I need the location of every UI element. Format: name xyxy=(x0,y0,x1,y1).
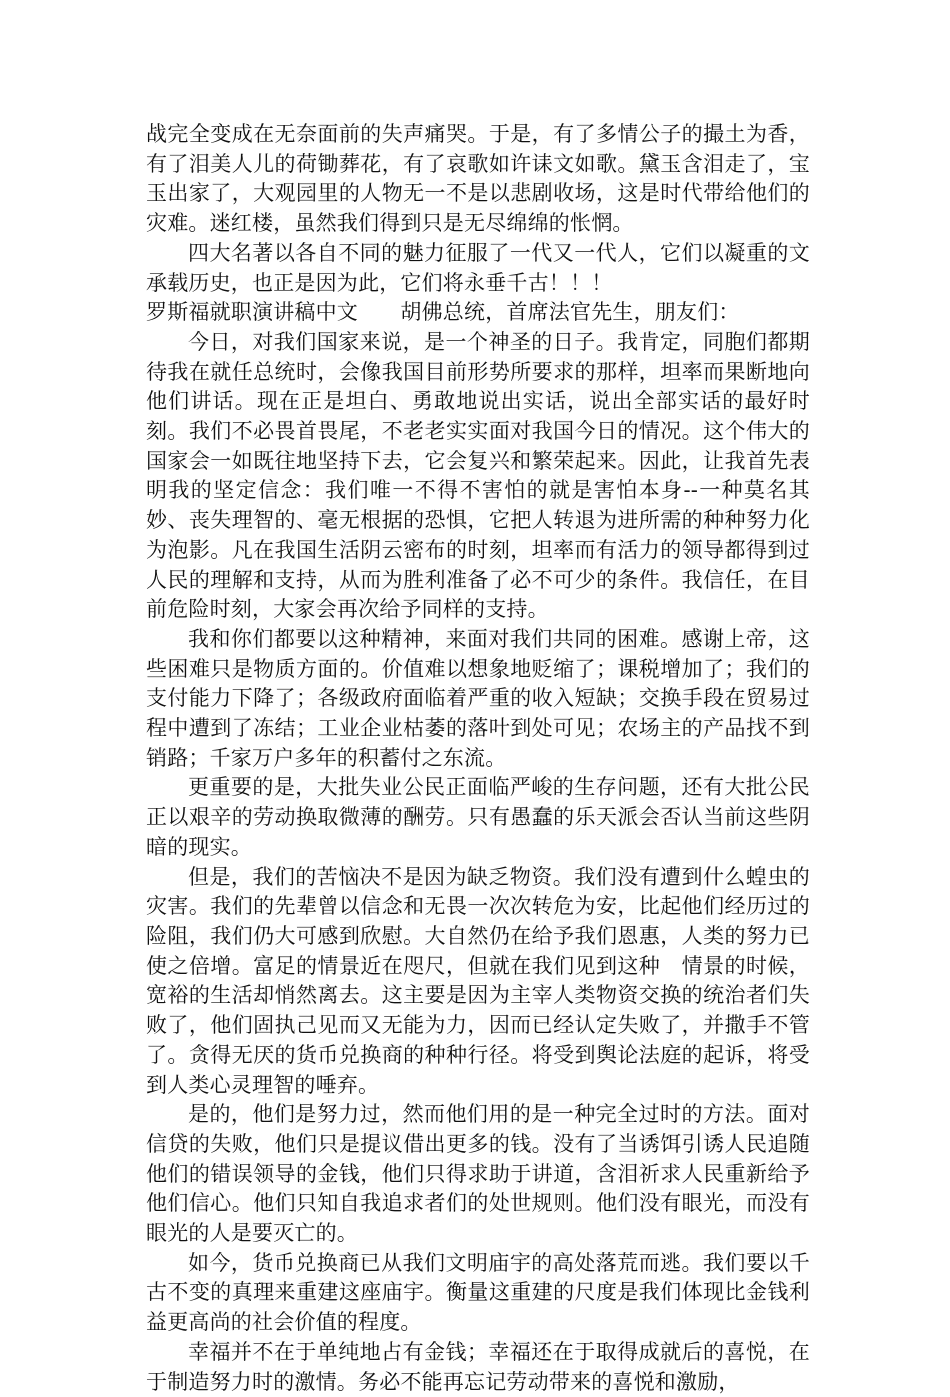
conclusion-paragraph: 四大名著以各自不同的魅力征服了一代又一代人，它们以凝重的文承载历史，也正是因为此，它们将永垂千古！！！ xyxy=(146,240,810,295)
speech-salutation: 胡佛总统，首席法官先生，朋友们： xyxy=(400,300,740,325)
opening-fragment-paragraph: 战完全变成在无奈面前的失声痛哭。于是，有了多情公子的撮土为香，有了泪美人儿的荷锄葬花，有了哀歌如许诔文如歌。黛玉含泪走了，宝玉出家了，大观园里的人物无一不是以悲剧收场，这是时代带给他们的灾难。迷红楼，虽然我们得到只是无尽绵绵的怅惘。 xyxy=(146,122,810,236)
speech-heading-line xyxy=(146,298,810,328)
speech-paragraph-6: 如今，货币兑换商已从我们文明庙宇的高处落荒而逃。我们要以千古不变的真理来重建这座庙宇。衡量这重建的尺度是我们体现比金钱利益更高尚的社会价值的程度。 xyxy=(146,1250,810,1335)
speech-paragraph-1: 今日，对我们国家来说，是一个神圣的日子。我肯定，同胞们都期待我在就任总统时，会像我国目前形势所要求的那样，坦率而果断地向他们讲话。现在正是坦白、勇敢地说出实话，说出全部实话的最好时刻。我们不必畏首畏尾，不老老实实面对我国今日的情况。这个伟大的国家会一如既往地坚持下去，它会复兴和繁荣起来。因此，让我首先表明我的坚定信念：我们唯一不得不害怕的就是害怕本身--一种莫名其妙、丧失理智的、毫无根据的恐惧，它把人转退为进所需的种种努力化为泡影。凡在我国生活阴云密布的时刻，坦率而有活力的领导都得到过人民的理解和支持，从而为胜利准备了必不可少的条件。我信任，在目前危险时刻，大家会再次给予同样的支持。 xyxy=(146,329,810,622)
speech-paragraph-2: 我和你们都要以这种精神，来面对我们共同的困难。感谢上帝，这些困难只是物质方面的。价值难以想象地贬缩了；课税增加了；我们的支付能力下降了；各级政府面临着严重的收入短缺；交换手段在贸易过程中遭到了冻结；工业企业枯萎的落叶到处可见；农场主的产品找不到销路；千家万户多年的积蓄付之东流。 xyxy=(146,626,810,770)
speech-paragraph-3: 更重要的是，大批失业公民正面临严峻的生存问题，还有大批公民正以艰辛的劳动换取微薄的酬劳。只有愚蠢的乐天派会否认当前这些阴暗的现实。 xyxy=(146,775,810,859)
speech-paragraph-7: 幸福并不在于单纯地占有金钱；幸福还在于取得成就后的喜悦，在于制造努力时的激情。务必不能再忘记劳动带来的喜悦和激励， xyxy=(146,1339,810,1394)
document-body xyxy=(146,120,810,1397)
speech-paragraph-4: 但是，我们的苦恼决不是因为缺乏物资。我们没有遭到什么蝗虫的灾害。我们的先辈曾以信念和无畏一次次转危为安，比起他们经历过的险阻，我们仍大可感到欣慰。大自然仍在给予我们恩惠，人类的努力已使之倍增。富足的情景近在咫尺，但就在我们见到这种 情景的时候，宽裕的生活却悄然离去。这主要是因为主宰人类物资交换的统治者们失败了，他们固执己见而又无能为力，因而已经认定失败了，并撒手不管了。贪得无厌的货币兑换商的种种行径。将受到舆论法庭的起诉，将受到人类心灵理智的唾弃。 xyxy=(146,864,810,1097)
speech-title: 罗斯福就职演讲稿中文 xyxy=(146,300,358,325)
speech-paragraph-5: 是的，他们是努力过，然而他们用的是一种完全过时的方法。面对信贷的失败，他们只是提议借出更多的钱。没有了当诱饵引诱人民追随他们的错误领导的金钱，他们只得求助于讲道，含泪祈求人民重新给予他们信心。他们只知自我追求者们的处世规则。他们没有眼光，而没有眼光的人是要灭亡的。 xyxy=(146,1102,810,1246)
